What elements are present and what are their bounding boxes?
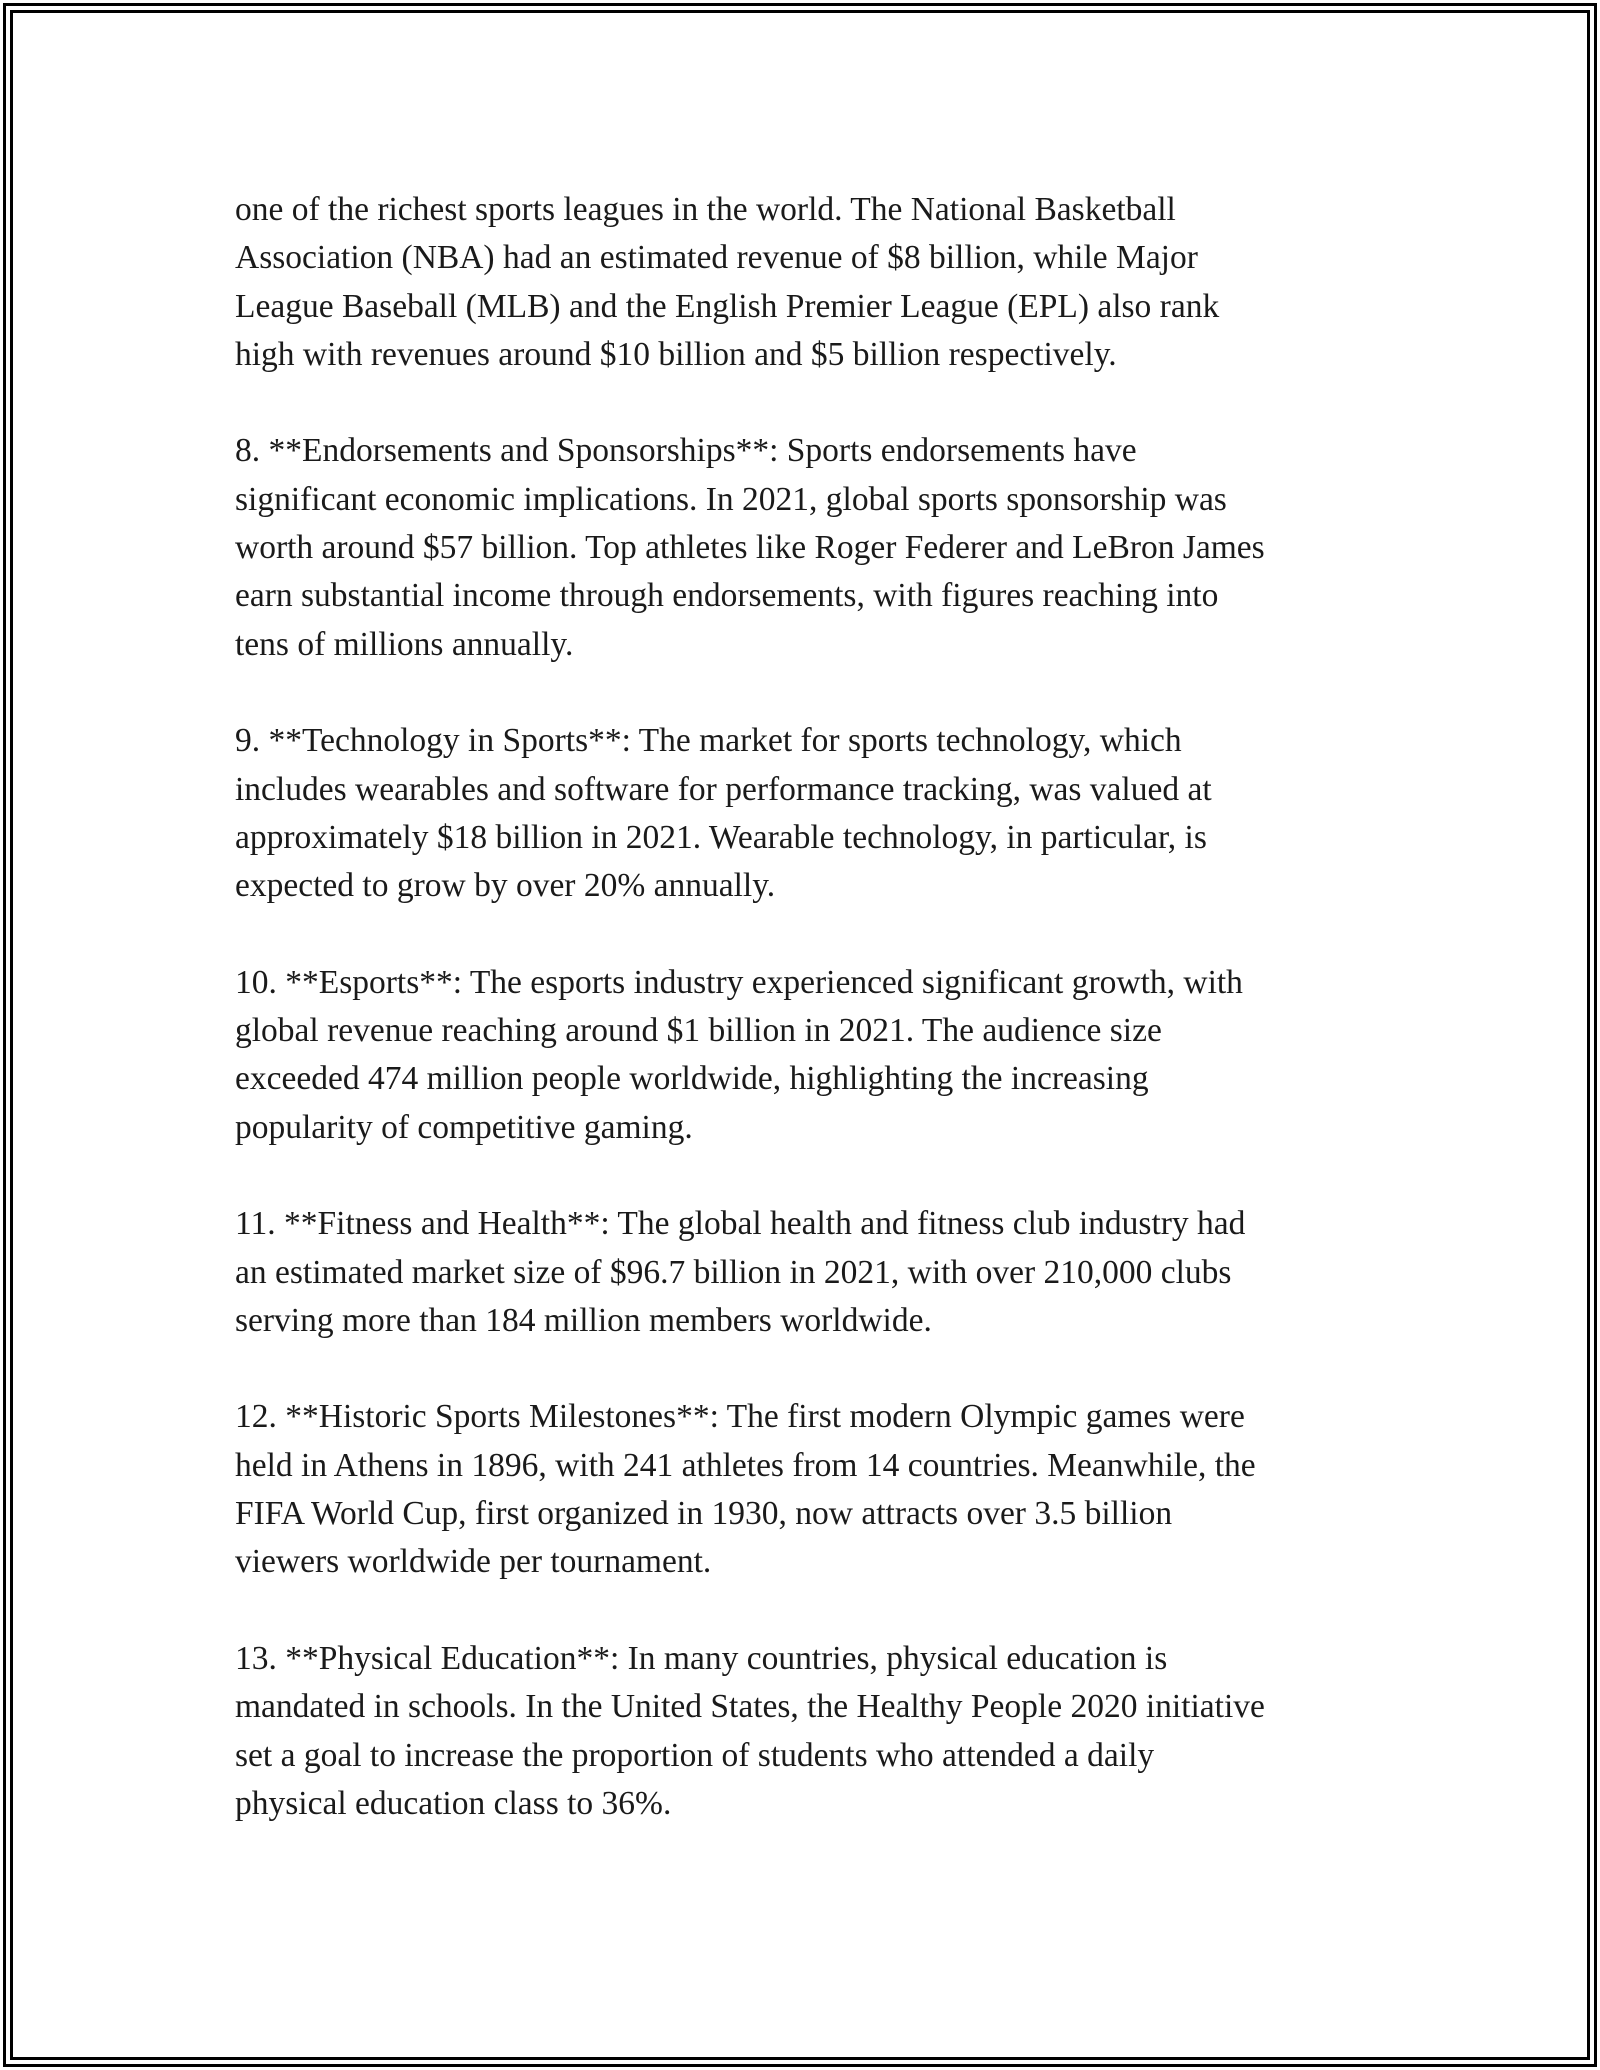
document-body (235, 186, 1375, 1876)
paragraph-physical-education: 13. **Physical Education**: In many countries, physical education is mandated in schools. In the United States, the Healthy People 2020 initiative set a goal to increase the proportion of students who attended a daily physical education class to 36%. (235, 1639, 1265, 1822)
paragraph-esports: 10. **Esports**: The esports industry experienced significant growth, with global revenue reaching around $1 billion in 2021. The audience size exceeded 474 million people worldwide, highlighting the increasing popularity of competitive gaming. (235, 963, 1243, 1146)
paragraph-milestones: 12. **Historic Sports Milestones**: The first modern Olympic games were held in Athens in 1896, with 241 athletes from 14 countries. Meanwhile, the FIFA World Cup, first organized in 1930, now attracts over 3.5 billion viewers worldwide per tournament. (235, 1398, 1256, 1581)
paragraph-fitness: 11. **Fitness and Health**: The global health and fitness club industry had an estimated market size of $96.7 billion in 2021, with over 210,000 clubs serving more than 184 million members worldwide. (235, 1205, 1246, 1339)
paragraph-technology: 9. **Technology in Sports**: The market for sports technology, which includes wearables and software for performance tracking, was valued at approximately $18 billion in 2021. Wearable technology, in particular, is expected to grow by over 20% annually. (235, 722, 1212, 905)
paragraph-endorsements: 8. **Endorsements and Sponsorships**: Sports endorsements have significant economic implications. In 2021, global sports sponsorship was worth around $57 billion. Top athletes like Roger Federer and LeBron James earn substantial income through endorsements, with figures reaching into tens of millions annually. (235, 432, 1265, 663)
paragraph-league-revenues: one of the richest sports leagues in the world. The National Basketball Association (NBA) had an estimated revenue of $8 billion, while Major League Baseball (MLB) and the English Premier League (EPL) also rank high with revenues around $10 billion and $5 billion respectively. (235, 191, 1220, 373)
